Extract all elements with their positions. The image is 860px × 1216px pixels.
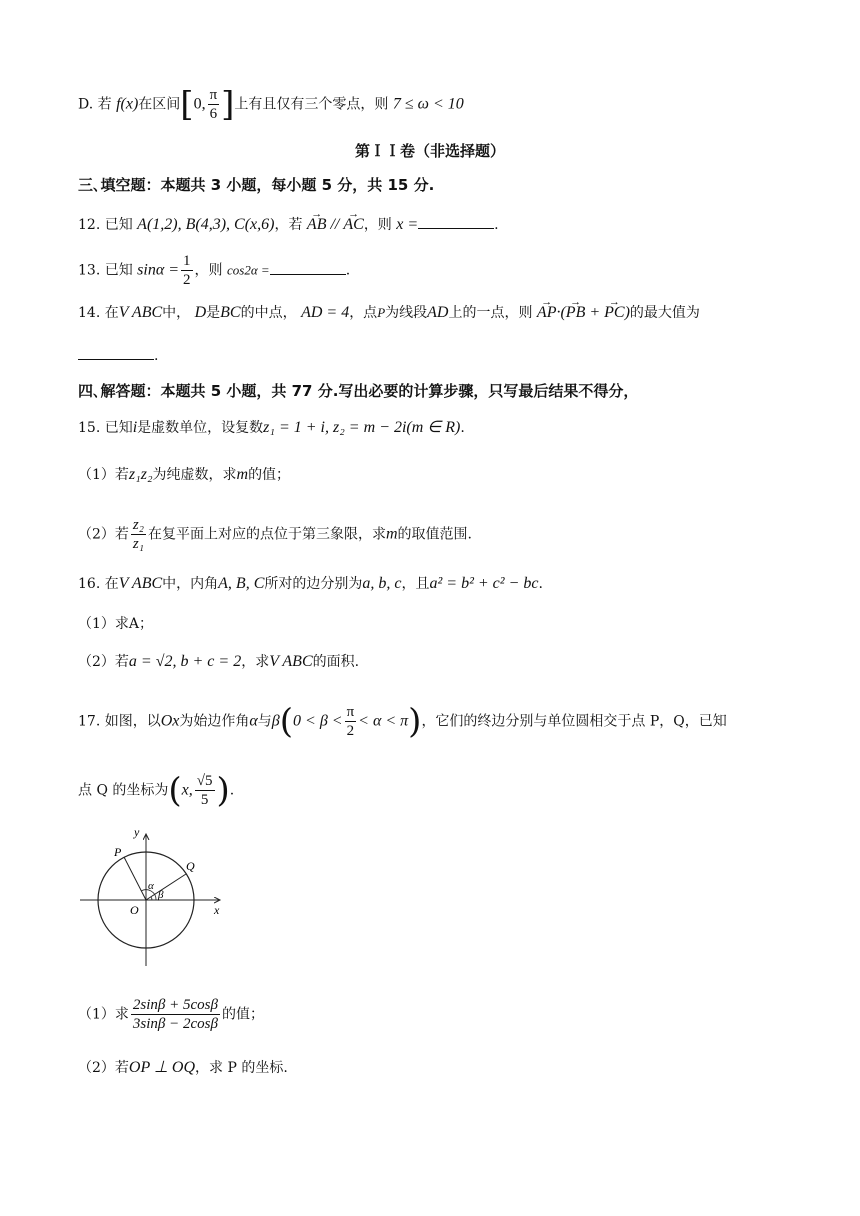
unit-circle-figure bbox=[78, 822, 238, 972]
question-15-part-2: （2）若 $\frac{\text{z₂}}{\text{z₁}}$ 在复平面上对应的点位于第三象限，求m的取值范围. bbox=[78, 517, 472, 552]
q11-option-d: D. 若 f(x)在区间[0, $\frac{\pi}{6}$ ]上有且仅有三个零点，则 7 ≤ ω < 10 bbox=[78, 84, 464, 125]
question-17-line-2: 点 Q 的坐标为(x, $\frac{√5}{5}$ ). bbox=[78, 770, 235, 811]
answer-blank bbox=[78, 345, 154, 360]
question-17-part-2: （2）若OP ⊥ OQ，求 P 的坐标. bbox=[78, 1059, 288, 1076]
label-alpha: α bbox=[148, 880, 154, 892]
question-13: 13. 已知 sinα = $\frac{1}{2}$ ，则 cos2α = . bbox=[78, 253, 351, 288]
label-p: P bbox=[114, 845, 122, 859]
answer-blank bbox=[270, 260, 346, 275]
question-14: 14. 在V ABC中， D是BC的中点， AD = 4，点P为线段AD上的一点，则 → AP·(→ PB + → PC)的最大值为 bbox=[78, 303, 700, 323]
sqrt5-over-5-fraction: $\frac{√5}{5}$ bbox=[196, 773, 213, 808]
question-12: 12. 已知 A(1,2), B(4,3), C(x,6)，若 → AB // → AC，则 x = . bbox=[78, 214, 499, 235]
question-17-part-1: （1）求 $\frac{2\sin\beta + 5\cos\beta}{3\sin\beta - 2\cos\beta}$ 的值； bbox=[78, 997, 264, 1032]
label-o: O bbox=[130, 903, 139, 917]
question-16-part-2: （2）若a = √2, b + c = 2，求V ABC的面积. bbox=[78, 653, 360, 670]
question-15-part-1: （1）若z₁z₂为纯虚数，求m的值； bbox=[78, 466, 291, 483]
label-x: x bbox=[214, 903, 220, 917]
label-beta: β bbox=[158, 889, 164, 901]
trig-ratio-fraction: $\frac{2\sin\beta + 5\cos\beta}{3\sin\beta - 2\cos\beta}$ bbox=[132, 997, 218, 1032]
answer-blank bbox=[418, 214, 494, 229]
one-half-fraction: $\frac{1}{2}$ bbox=[183, 253, 191, 288]
pi-over-2-fraction: $\frac{\pi}{2}$ bbox=[346, 704, 355, 739]
part3-title: 三､填空题：本题共 3 小题，每小题 5 分，共 15 分. bbox=[78, 176, 435, 194]
question-16-part-1: （1）求A； bbox=[78, 616, 154, 632]
section2-title: 第ＩＩ卷（非选择题） bbox=[354, 142, 505, 160]
pi-over-6-fraction: $\frac{\pi}{6}$ bbox=[209, 87, 218, 122]
question-16: 16. 在V ABC中，内角A, B, C所对的边分别为a, b, c，且a² = b² + c² − bc. bbox=[78, 575, 543, 592]
question-15: 15. 已知i是虚数单位，设复数z₁ = 1 + i, z₂ = m − 2i(m ∈ R). bbox=[78, 419, 465, 436]
label-y: y bbox=[134, 825, 140, 839]
ray-op bbox=[124, 857, 146, 900]
question-17: 17. 如图，以Ox为始边作角α与β(0 < β < $\frac{\pi}{2}$ < α < π)，它们的终边分别与单位圆相交于点 P，Q，已知 bbox=[78, 701, 727, 742]
label-q: Q bbox=[186, 859, 195, 873]
part4-title: 四､解答题：本题共 5 小题，共 77 分.写出必要的计算步骤，只写最后结果不得分， bbox=[78, 382, 639, 400]
question-14-blank-line: . bbox=[78, 345, 158, 366]
z2-over-z1-fraction: $\frac{\text{z₂}}{\text{z₁}}$ bbox=[132, 517, 144, 552]
